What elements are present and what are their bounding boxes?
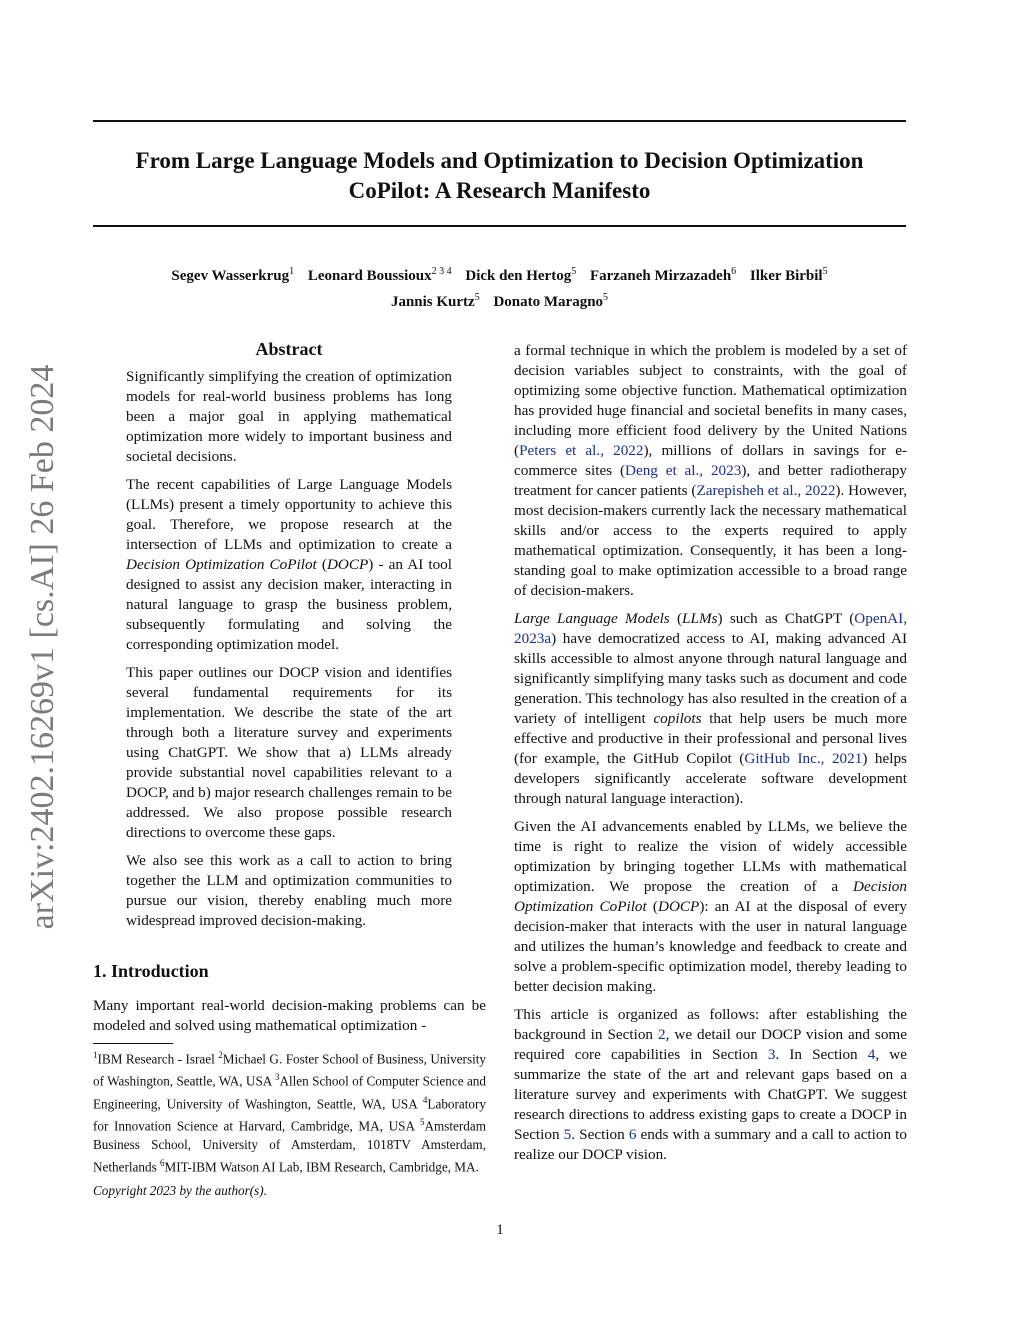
top-rule <box>93 120 906 122</box>
right-column <box>514 341 907 1173</box>
page-number: 1 <box>496 1222 504 1238</box>
abstract-paragraph: We also see this work as a call to action to bring together the LLM and optimization communities to pursue our vision, thereby enabling much more widespread improved decision-making. <box>126 852 452 929</box>
section-ref-link[interactable]: 2 <box>658 1026 666 1043</box>
abstract-heading: Abstract <box>255 339 323 359</box>
author: Ilker Birbil$^5$ <box>749 266 828 284</box>
citation-link[interactable]: Zarepisheh et al., 2022 <box>696 482 836 499</box>
body-paragraph: Given the AI advancements enabled by LLMs, we believe the time is right to realize the vision of widely accessible optimization by bringing together LLMs with mathematical optimization. We propose the creation of a Decision Optimization CoPilot (DOCP): an AI at the disposal of every decision-maker that interacts with the user in natural language and utilizes the human’s knowledge and feedback to create and solve a problem-specific optimization model, thereby leading to better decision making. <box>514 818 907 995</box>
section-ref-link[interactable]: 6 <box>628 1126 637 1143</box>
section-ref-link[interactable]: 4 <box>867 1046 876 1063</box>
author: Dick den Hertog$^5$ <box>465 266 577 284</box>
copyright-notice: Copyright 2023 by the author(s). <box>93 1183 267 1198</box>
citation-link[interactable]: Deng et al., 2023 <box>625 462 742 479</box>
section-heading-introduction: 1. Introduction <box>93 961 209 981</box>
body-paragraph: a formal technique in which the problem is modeled by a set of decision variables subject to constraints, with the goal of optimizing some objective function. Mathematical optimization has provided huge financial and societal benefits in many cases, including more efficient food delivery by the United Nations (Peters et al., 2022), millions of dollars in savings for e-commerce sites (Deng et al., 2023), and better radiotherapy treatment for cancer patients (Zarepisheh et al., 2022). However, most decision-makers currently lack the necessary mathematical skills and/or access to the experts required to apply mathematical optimization. Consequently, it has been a long-standing goal to make optimization accessible to a broad range of decision-makers. <box>514 342 907 599</box>
section-ref-link[interactable]: 5 <box>563 1126 572 1143</box>
intro-paragraph: Many important real-world decision-making problems can be modeled and solved using mathematical optimization - <box>93 997 486 1034</box>
paper-title: From Large Language Models and Optimization to Decision Optimization CoPilot: A Research Manifesto <box>135 148 864 203</box>
author: Donato Maragno$^5$ <box>493 292 609 310</box>
author-list <box>93 261 906 313</box>
abstract-paragraph: The recent capabilities of Large Language Models (LLMs) present a timely opportunity to achieve this goal. Therefore, we propose research at the intersection of LLMs and optimization to create a Decision Optimization CoPilot (DOCP) - an AI tool designed to assist any decision maker, interacting in natural language to grasp the business problem, subsequently formulating and solving the corresponding optimization model. <box>126 476 452 653</box>
citation-link[interactable]: Peters et al., 2022 <box>519 442 644 459</box>
abstract <box>126 337 452 939</box>
affiliations-footnote: $^1$IBM Research - Israel $^2$Michael G. Foster School of Business, University of Washington, Seattle, WA, USA $^3$Allen School of Computer Science and Engineering, University of Washington, Seattle, WA, USA $^4$Laboratory for Innovation Science at Harvard, Cambridge, MA, USA $^5$Amsterdam Business School, University of Amsterdam, 1018TV Amsterdam, Netherlands $^6$MIT-IBM Watson AI Lab, IBM Research, Cambridge, MA. <box>93 1050 487 1174</box>
body-paragraph: This article is organized as follows: after establishing the background in Section 2, we detail our DOCP vision and some required core capabilities in Section 3. In Section 4, we summarize the state of the art and relevant gaps based on a literature survey and experiments with ChatGPT. We suggest research directions to address existing gaps to create a DOCP in Section 5. Section 6 ends with a summary and a call to action to realize our DOCP vision. <box>514 1006 907 1163</box>
section-ref-link[interactable]: 3 <box>767 1046 776 1063</box>
author: Segev Wasserkrug$^1$ <box>171 266 295 284</box>
abstract-paragraph: Significantly simplifying the creation of optimization models for real-world business problems has long been a major goal in applying mathematical optimization more widely to important business and societal decisions. <box>126 368 452 465</box>
arxiv-stamp: arXiv:2402.16269v1 [cs.AI] 26 Feb 2024 <box>24 364 61 930</box>
author: Farzaneh Mirzazadeh$^6$ <box>589 266 737 284</box>
footnote-rule <box>93 1043 173 1044</box>
abstract-paragraph: This paper outlines our DOCP vision and identifies several fundamental requirements for its implementation. We describe the state of the art through both a literature survey and experiments using ChatGPT. We show that a) LLMs already provide substantial novel capabilities relevant to a DOCP, and b) major research challenges remain to be addressed. We also propose possible research directions to overcome these gaps. <box>126 664 452 841</box>
citation-link[interactable]: GitHub Inc., 2021 <box>744 750 863 767</box>
author: Jannis Kurtz$^5$ <box>390 292 480 310</box>
author: Leonard Boussioux$^{2 3 4}$ <box>307 266 452 284</box>
bottom-title-rule <box>93 225 906 227</box>
body-paragraph: Large Language Models (LLMs) such as ChatGPT (OpenAI, 2023a) have democratized access to AI, making advanced AI skills accessible to almost anyone through natural language and significantly simplifying many tasks such as document and code generation. This technology has also resulted in the creation of a variety of intelligent copilots that help users be much more effective and productive in their professional and personal lives (for example, the GitHub Copilot (GitHub Inc., 2021) helps developers significantly accelerate software development through natural language interaction). <box>514 610 908 807</box>
citation-link[interactable]: OpenAI, 2023a <box>514 610 907 647</box>
